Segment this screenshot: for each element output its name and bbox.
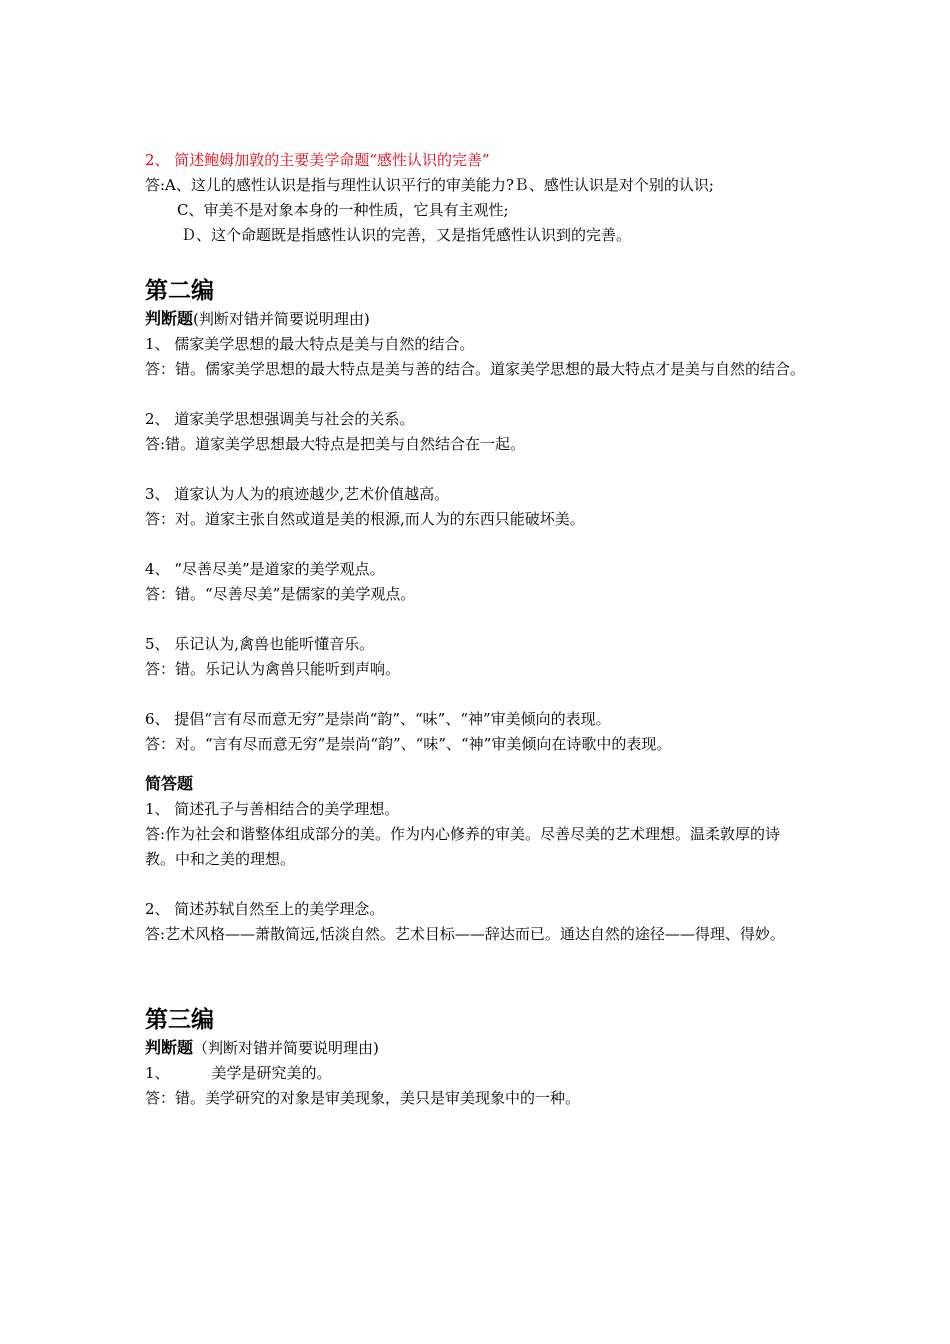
- document-content: [145, 148, 810, 1111]
- answer-line: C、审美不是对象本身的一种性质，它具有主观性;: [177, 201, 509, 219]
- answer-item: 答：对。道家主张自然或道是美的根源,而人为的东西只能破坏美。: [145, 510, 585, 528]
- answer-item: 答：错。儒家美学思想的最大特点是美与善的结合。道家美学思想的最大特点才是美与自然的结合。: [145, 360, 806, 378]
- question-item: 2、 简述苏轼自然至上的美学理念。: [145, 900, 385, 918]
- subheading-label: 判断题: [145, 309, 194, 328]
- section-title: 第三编: [145, 1007, 214, 1033]
- section-title: 第二编: [145, 278, 214, 304]
- question-item: 6、 提倡“言有尽而意无穷”是崇尚“韵”、“味”、“神”审美倾向的表现。: [145, 710, 611, 728]
- answer-line: 答:A、这儿的感性认识是指与理性认识平行的审美能力?Ｂ、感性认识是对个别的认识;: [145, 176, 714, 194]
- question-item: 1、 儒家美学思想的最大特点是美与自然的结合。: [145, 335, 475, 353]
- question-item: [145, 1061, 810, 1086]
- question-number: 1、: [145, 1064, 170, 1082]
- question-baumgarten: 2、 简述鲍姆加敦的主要美学命题“感性认识的完善”: [145, 151, 490, 169]
- answer-line: Ｄ、这个命题既是指感性认识的完善，又是指凭感性认识到的完善。: [181, 226, 632, 244]
- question-item: 4、 “尽善尽美”是道家的美学观点。: [145, 560, 385, 578]
- question-item: 2、 道家美学思想强调美与社会的关系。: [145, 410, 415, 428]
- answer-item: 答：对。“言有尽而意无穷”是崇尚“韵”、“味”、“神”审美倾向在诗歌中的表现。: [145, 735, 672, 753]
- subheading-true-false: [145, 1035, 810, 1061]
- question-item: 5、 乐记认为,禽兽也能听懂音乐。: [145, 635, 375, 653]
- subheading-note: （判断对错并简要说明理由): [193, 1039, 379, 1057]
- answer-item: 答:作为社会和谐整体组成部分的美。作为内心修养的审美。尽善尽美的艺术理想。温柔敦厚的诗教。中和之美的理想。: [145, 825, 781, 868]
- answer-item: 答:错。道家美学思想最大特点是把美与自然结合在一起。: [145, 435, 526, 453]
- subheading-short-answer: 简答题: [145, 774, 194, 793]
- question-item: 1、 简述孔子与善相结合的美学理想。: [145, 800, 400, 818]
- subheading-note: (判断对错并简要说明理由): [193, 310, 370, 328]
- answer-item: 答：错。“尽善尽美”是儒家的美学观点。: [145, 585, 416, 603]
- question-text: 美学是研究美的。: [211, 1064, 332, 1082]
- answer-item: 答：错。乐记认为禽兽只能听到声响。: [145, 660, 401, 678]
- question-item: 3、 道家认为人为的痕迹越少,艺术价值越高。: [145, 485, 450, 503]
- answer-item: 答:艺术风格——萧散简远,恬淡自然。艺术目标——辞达而已。通达自然的途径——得理、得妙。: [145, 925, 785, 943]
- subheading-label: 判断题: [145, 1038, 194, 1057]
- answer-item: 答：错。美学研究的对象是审美现象，美只是审美现象中的一种。: [145, 1089, 581, 1107]
- subheading-true-false: [145, 306, 810, 332]
